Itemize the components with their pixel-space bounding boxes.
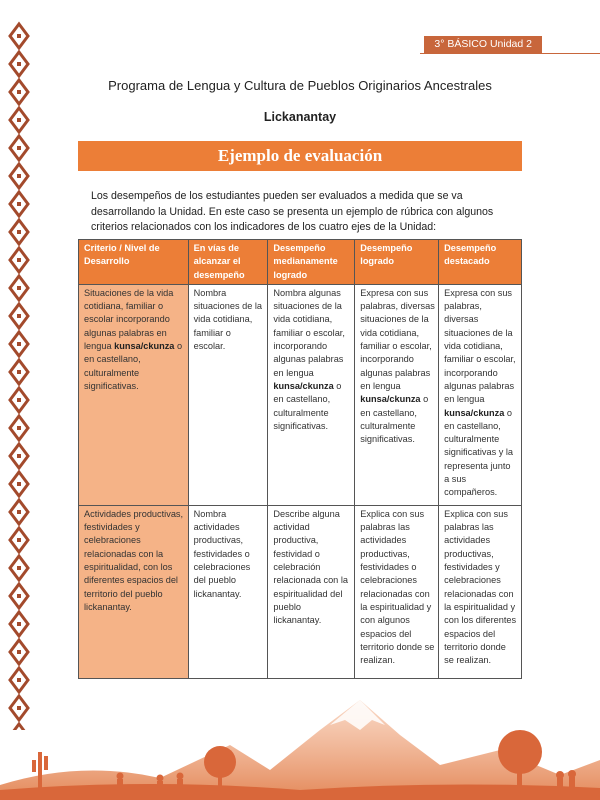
- border-dot-motif: [17, 566, 21, 570]
- border-dot-motif: [17, 314, 21, 318]
- criterion-cell: Situaciones de la vida cotidiana, familiar o escolar incorporando algunas palabras en lengua kunsa/ckunza o en castellano, culturalmente significativas.: [79, 284, 189, 505]
- level-cell: Expresa con sus palabras, diversas situaciones de la vida cotidiana, familiar o escolar, incorporando algunas palabras en lengua kunsa/ckunza o en castellano, culturalmente significativas y la representa junto a sus compañeros.: [439, 284, 522, 505]
- landscape-illustration: [0, 690, 600, 800]
- header-logrado: Desempeño logrado: [355, 240, 439, 285]
- table-row: [79, 284, 522, 505]
- border-dot-motif: [17, 678, 21, 682]
- level-cell: Explica con sus palabras las actividades productivas, festividades o celebraciones relacionadas con la espiritualidad y con algunos espacios del territorio donde se realizan.: [355, 505, 439, 678]
- header-divider: [420, 53, 600, 54]
- border-dot-motif: [17, 650, 21, 654]
- border-dot-motif: [17, 258, 21, 262]
- border-dot-motif: [17, 342, 21, 346]
- header-medianamente: Desempeño medianamente logrado: [268, 240, 355, 285]
- border-dot-motif: [17, 426, 21, 430]
- border-dot-motif: [17, 454, 21, 458]
- border-dot-motif: [17, 286, 21, 290]
- criterion-cell: Actividades productivas, festividades y celebraciones relacionadas con la espiritualidad, con los diferentes espacios del territorio del pueblo lickanantay.: [79, 505, 189, 678]
- border-dot-motif: [17, 174, 21, 178]
- border-dot-motif: [17, 62, 21, 66]
- border-dot-motif: [17, 510, 21, 514]
- table-row: [79, 505, 522, 678]
- level-cell: Nombra situaciones de la vida cotidiana, familiar o escolar.: [188, 284, 268, 505]
- section-title: Ejemplo de evaluación: [78, 141, 522, 171]
- intro-paragraph: Los desempeños de los estudiantes pueden ser evaluados a medida que se va desarrollando la Unidad. En este caso se presenta un ejemplo de rúbrica con algunos criterios relacionados con los indicadores de los cuatro ejes de la Unidad:: [91, 190, 494, 233]
- program-title: Programa de Lengua y Cultura de Pueblos Originarios Ancestrales: [108, 78, 492, 93]
- people-title: Lickanantay: [263, 110, 337, 124]
- border-dot-motif: [17, 146, 21, 150]
- border-dot-motif: [17, 622, 21, 626]
- header-criterio: Criterio / Nivel de Desarrollo: [79, 240, 189, 285]
- table-header-row: [79, 240, 522, 285]
- level-cell: Expresa con sus palabras, diversas situaciones de la vida cotidiana, familiar o escolar, incorporando algunas palabras en lengua kunsa/ckunza o en castellano, culturalmente significativas.: [355, 284, 439, 505]
- border-dot-motif: [17, 202, 21, 206]
- woven-border-decoration: [8, 18, 30, 730]
- border-dot-motif: [17, 370, 21, 374]
- rubric-table: [78, 239, 522, 679]
- border-dot-motif: [17, 34, 21, 38]
- level-cell: Nombra actividades productivas, festividades o celebraciones del pueblo lickanantay.: [188, 505, 268, 678]
- border-dot-motif: [17, 594, 21, 598]
- unit-badge: 3° BÁSICO Unidad 2: [424, 36, 542, 53]
- level-cell: Describe alguna actividad productiva, festividad o celebración relacionada con la espiritualidad del pueblo lickanantay.: [268, 505, 355, 678]
- border-dot-motif: [17, 482, 21, 486]
- level-cell: Explica con sus palabras las actividades productivas, festividades y celebraciones relacionadas con la espiritualidad y con los diferentes espacios del territorio donde se realizan.: [439, 505, 522, 678]
- border-dot-motif: [17, 398, 21, 402]
- level-cell: Nombra algunas situaciones de la vida cotidiana, familiar o escolar, incorporando algunas palabras en lengua kunsa/ckunza o en castellano, culturalmente significativas.: [268, 284, 355, 505]
- border-dot-motif: [17, 230, 21, 234]
- header-en-vias: En vías de alcanzar el desempeño: [188, 240, 268, 285]
- header-destacado: Desempeño destacado: [439, 240, 522, 285]
- border-dot-motif: [17, 538, 21, 542]
